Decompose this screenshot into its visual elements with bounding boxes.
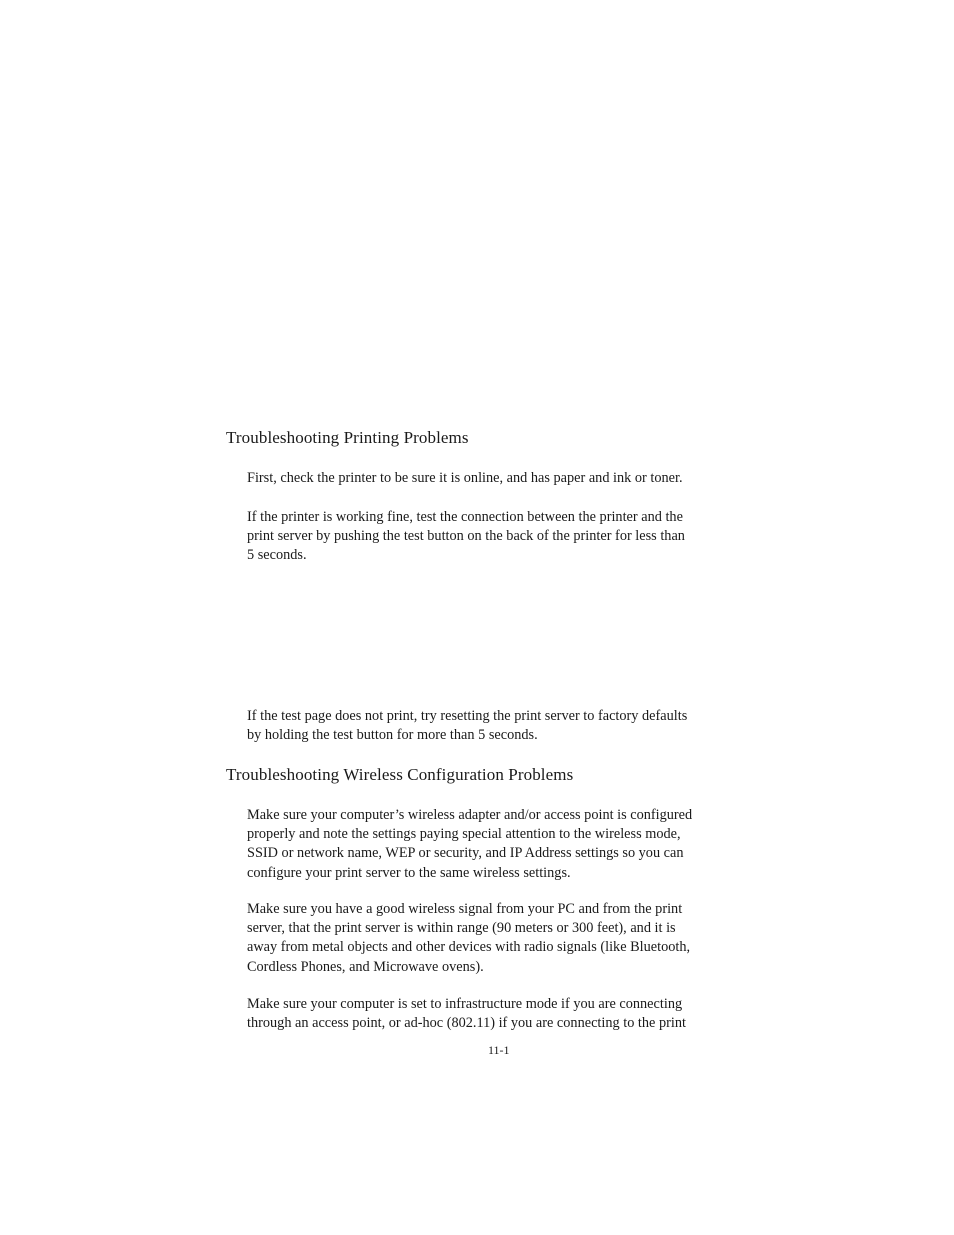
paragraph-adapter-settings (247, 806, 737, 883)
paragraph-reset-defaults (247, 707, 737, 745)
text-line: First, check the printer to be sure it is online, and has paper and ink or toner. (247, 470, 683, 486)
text-line: through an access point, or ad-hoc (802.11) if you are connecting to the print (247, 1015, 686, 1032)
text-line: Make sure your computer’s wireless adapter and/or access point is configured (247, 807, 693, 823)
text-line: by holding the test button for more than 5 seconds. (247, 727, 538, 744)
text-line: server, that the print server is within range (90 meters or 300 feet), and it is (247, 920, 676, 937)
paragraph-infrastructure-mode (247, 995, 737, 1033)
text-line: Make sure you have a good wireless signal from your PC and from the print (247, 901, 683, 917)
text-line: configure your print server to the same wireless settings. (247, 864, 571, 881)
text-line: 5 seconds. (247, 547, 307, 564)
text-line: If the test page does not print, try resetting the print server to factory defaults (247, 708, 688, 724)
text-line: If the printer is working fine, test the connection between the printer and the (247, 509, 683, 525)
text-line: print server by pushing the test button on the back of the printer for less than (247, 528, 685, 545)
text-line: properly and note the settings paying special attention to the wireless mode, (247, 826, 681, 843)
page-number: 11-1 (488, 1043, 510, 1057)
text-line: Make sure your computer is set to infrastructure mode if you are connecting (247, 996, 683, 1012)
text-line: SSID or network name, WEP or security, and IP Address settings so you can (247, 845, 684, 862)
text-line: Cordless Phones, and Microwave ovens). (247, 958, 484, 975)
paragraph-check-printer (247, 469, 737, 488)
section-heading-wireless: Troubleshooting Wireless Configuration Problems (226, 765, 574, 784)
text-line: away from metal objects and other devices with radio signals (like Bluetooth, (247, 939, 691, 956)
paragraph-wireless-signal (247, 900, 737, 977)
paragraph-test-connection (247, 508, 737, 566)
section-heading-printing: Troubleshooting Printing Problems (226, 428, 469, 447)
